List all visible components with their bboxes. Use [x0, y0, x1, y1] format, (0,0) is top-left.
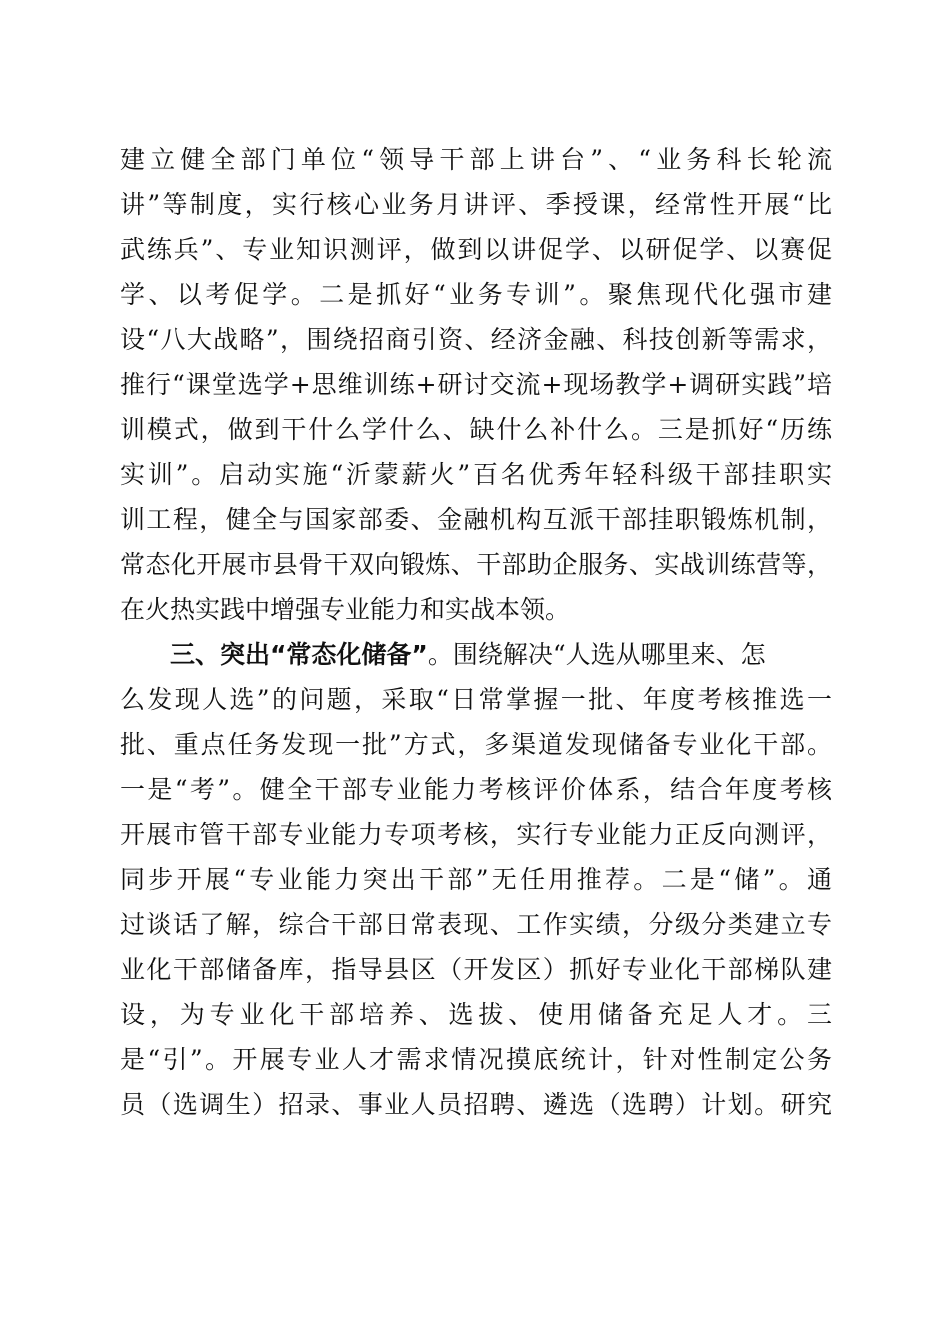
paragraph-line: 设，为专业化干部培养、选拔、使用储备充足人才。三 [120, 1000, 832, 1029]
paragraph-line: 训模式，做到干什么学什么、缺什么补什么。三是抓好“历练 [120, 415, 832, 444]
paragraph-line: 批、重点任务发现一批”方式，多渠道发现储备专业化干部。 [120, 730, 832, 759]
paragraph-line: 么发现人选”的问题，采取“日常掌握一批、年度考核推选一 [120, 685, 832, 714]
section-3-heading: 三、突出“常态化储备” [170, 640, 428, 669]
paragraph-line: 员（选调生）招录、事业人员招聘、遴选（选聘）计划。研究 [120, 1090, 832, 1119]
paragraph-line: 过谈话了解，综合干部日常表现、工作实绩，分级分类建立专 [120, 910, 832, 939]
paragraph-line: 武练兵”、专业知识测评，做到以讲促学、以研促学、以赛促 [120, 235, 832, 264]
section-3-first-line [170, 640, 832, 670]
section-3-first-line-text: 。围绕解决“人选从哪里来、怎 [427, 640, 766, 669]
paragraph-line: 业化干部储备库，指导县区（开发区）抓好专业化干部梯队建 [120, 955, 832, 984]
paragraph-line: 同步开展“专业能力突出干部”无任用推荐。二是“储”。通 [120, 865, 832, 894]
paragraph-line: 推行“课堂选学+思维训练+研讨交流+现场教学+调研实践”培 [120, 370, 832, 399]
paragraph-line-last: 在火热实践中增强专业能力和实战本领。 [120, 595, 571, 624]
paragraph-line: 开展市管干部专业能力专项考核，实行专业能力正反向测评， [120, 820, 832, 849]
paragraph-line: 一是“考”。健全干部专业能力考核评价体系，结合年度考核 [120, 775, 832, 804]
paragraph-line: 常态化开展市县骨干双向锻炼、干部助企服务、实战训练营等， [120, 550, 832, 579]
paragraph-line: 设“八大战略”，围绕招商引资、经济金融、科技创新等需求， [120, 325, 832, 354]
paragraph-line: 训工程，健全与国家部委、金融机构互派干部挂职锻炼机制， [120, 505, 832, 534]
paragraph-line: 是“引”。开展专业人才需求情况摸底统计，针对性制定公务 [120, 1045, 832, 1074]
paragraph-line: 学、以考促学。二是抓好“业务专训”。聚焦现代化强市建 [120, 280, 832, 309]
paragraph-line: 建立健全部门单位“领导干部上讲台”、“业务科长轮流 [120, 145, 832, 174]
paragraph-line: 讲”等制度，实行核心业务月讲评、季授课，经常性开展“比 [120, 190, 832, 219]
paragraph-line: 实训”。启动实施“沂蒙薪火”百名优秀年轻科级干部挂职实 [120, 460, 832, 489]
